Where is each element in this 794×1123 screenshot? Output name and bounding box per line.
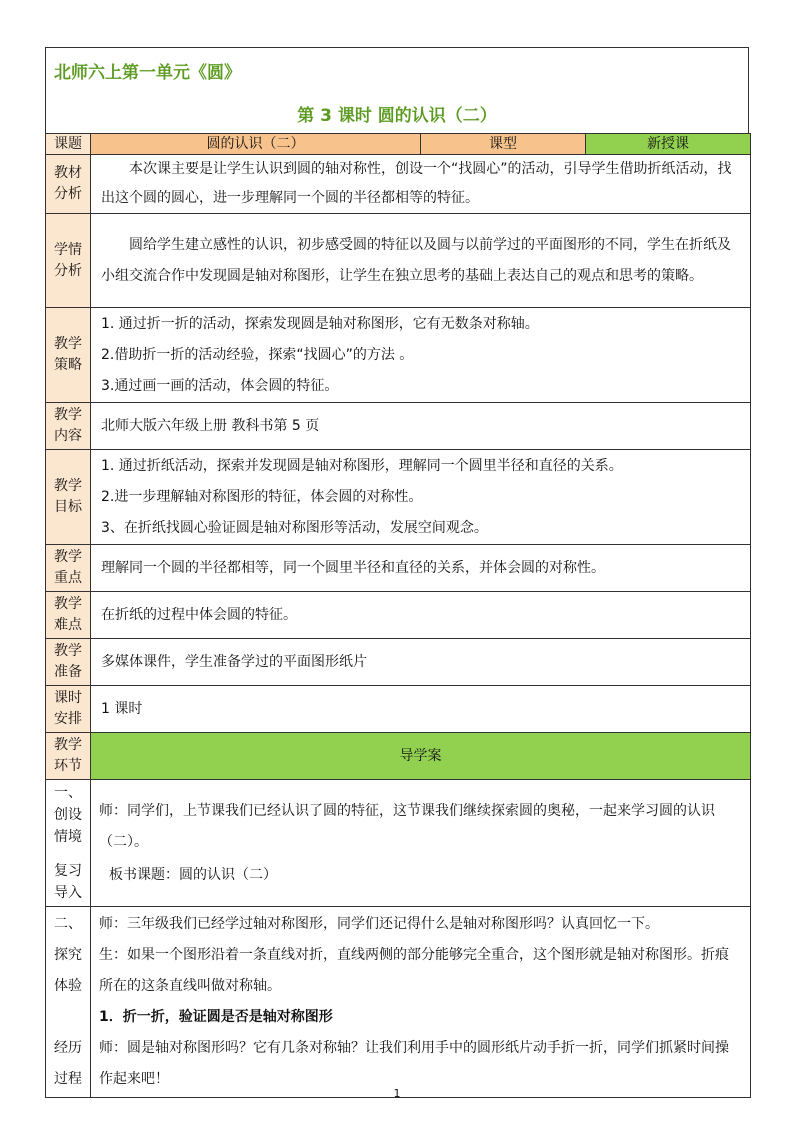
student-label: 学情 分析 (46, 214, 91, 308)
section2-line: 生：如果一个图形沿着一条直线对折，直线两侧的部分能够完全重合，这个图形就是轴对称图形。折痕所在的这条直线叫做对称轴。 (99, 947, 729, 994)
page-number: 1 (393, 1087, 401, 1100)
goals-list (91, 450, 751, 545)
type-value: 新授课 (586, 134, 751, 155)
lesson-plan-page (45, 47, 749, 1098)
section1-line: 板书课题：圆的认识（二） (109, 866, 277, 883)
goals-row (46, 450, 751, 545)
prep-text: 多媒体课件，学生准备学过的平面图形纸片 (91, 639, 751, 686)
section1-label: 一、 创设 情境 复习 导入 (46, 780, 91, 907)
strategy-label: 教学 策略 (46, 308, 91, 403)
goals-label: 教学 目标 (46, 450, 91, 545)
key-row (46, 545, 751, 592)
goal-item: 2.进一步理解轴对称图形的特征，体会圆的对称性。 (101, 488, 423, 505)
key-label: 教学 重点 (46, 545, 91, 592)
info-row (46, 134, 751, 155)
topic-value: 圆的认识（二） (91, 134, 421, 155)
difficulty-row (46, 592, 751, 639)
topic-label: 课题 (46, 134, 91, 155)
difficulty-text: 在折纸的过程中体会圆的特征。 (91, 592, 751, 639)
difficulty-label: 教学 难点 (46, 592, 91, 639)
section1-body (91, 780, 751, 907)
strategy-item: 3.通过画一画的活动，体会圆的特征。 (101, 377, 339, 394)
section2-heading: 1．折一折，验证圆是否是轴对称图形 (99, 1009, 333, 1025)
time-text: 1 课时 (91, 686, 751, 733)
series-title: 北师六上第一单元《圆》 (54, 63, 241, 83)
section2-line: 师：圆是轴对称图形吗？它有几条对称轴？让我们利用手中的圆形纸片动手折一折，同学们抓紧时间操作起来吧！ (99, 1040, 729, 1087)
material-row (46, 155, 751, 214)
strategy-item: 1. 通过折一折的活动，探索发现圆是轴对称图形，它有无数条对称轴。 (101, 315, 539, 332)
section1-line: 师：同学们，上节课我们已经认识了圆的特征，这节课我们继续探索圆的奥秘，一起来学习圆的认识（二）。 (99, 802, 715, 850)
goal-item: 1. 通过折纸活动，探索并发现圆是轴对称图形，理解同一个圆里半径和直径的关系。 (101, 457, 623, 474)
material-label: 教材 分析 (46, 155, 91, 214)
time-row (46, 686, 751, 733)
content-row (46, 403, 751, 450)
section2-line: 师：三年级我们已经学过轴对称图形，同学们还记得什么是轴对称图形吗？认真回忆一下。 (99, 916, 659, 932)
student-text: 圆给学生建立感性的认识，初步感受圆的特征以及圆与以前学过的平面图形的不同，学生在折纸及小组交流合作中发现圆是轴对称图形，让学生在独立思考的基础上表达自己的观点和思考的策略。 (91, 214, 751, 308)
type-label: 课型 (421, 134, 586, 155)
strategy-row (46, 308, 751, 403)
section2-row (46, 907, 751, 1098)
lesson-table (45, 133, 751, 1098)
content-label: 教学 内容 (46, 403, 91, 450)
strategy-list (91, 308, 751, 403)
lesson-title: 第 3 课时 圆的认识（二） (297, 106, 497, 126)
process-label: 教学 环节 (46, 733, 91, 780)
material-text: 本次课主要是让学生认识到圆的轴对称性，创设一个“找圆心”的活动，引导学生借助折纸活动，找出这个圆的圆心，进一步理解同一个圆的半径都相等的特征。 (91, 155, 751, 214)
content-text: 北师大版六年级上册 教科书第 5 页 (91, 403, 751, 450)
section1-row (46, 780, 751, 907)
goal-item: 3、在折纸找圆心验证圆是轴对称图形等活动，发展空间观念。 (101, 519, 488, 536)
key-text: 理解同一个圆的半径都相等，同一个圆里半径和直径的关系，并体会圆的对称性。 (91, 545, 751, 592)
strategy-item: 2.借助折一折的活动经验，探索“找圆心”的方法 。 (101, 346, 414, 363)
process-row (46, 733, 751, 780)
student-row (46, 214, 751, 308)
time-label: 课时 安排 (46, 686, 91, 733)
header-block (45, 47, 749, 133)
section2-label: 二、 探究 体验 经历 过程 (46, 907, 91, 1098)
section2-body (91, 907, 751, 1098)
prep-label: 教学 准备 (46, 639, 91, 686)
prep-row (46, 639, 751, 686)
process-text: 导学案 (91, 733, 751, 780)
